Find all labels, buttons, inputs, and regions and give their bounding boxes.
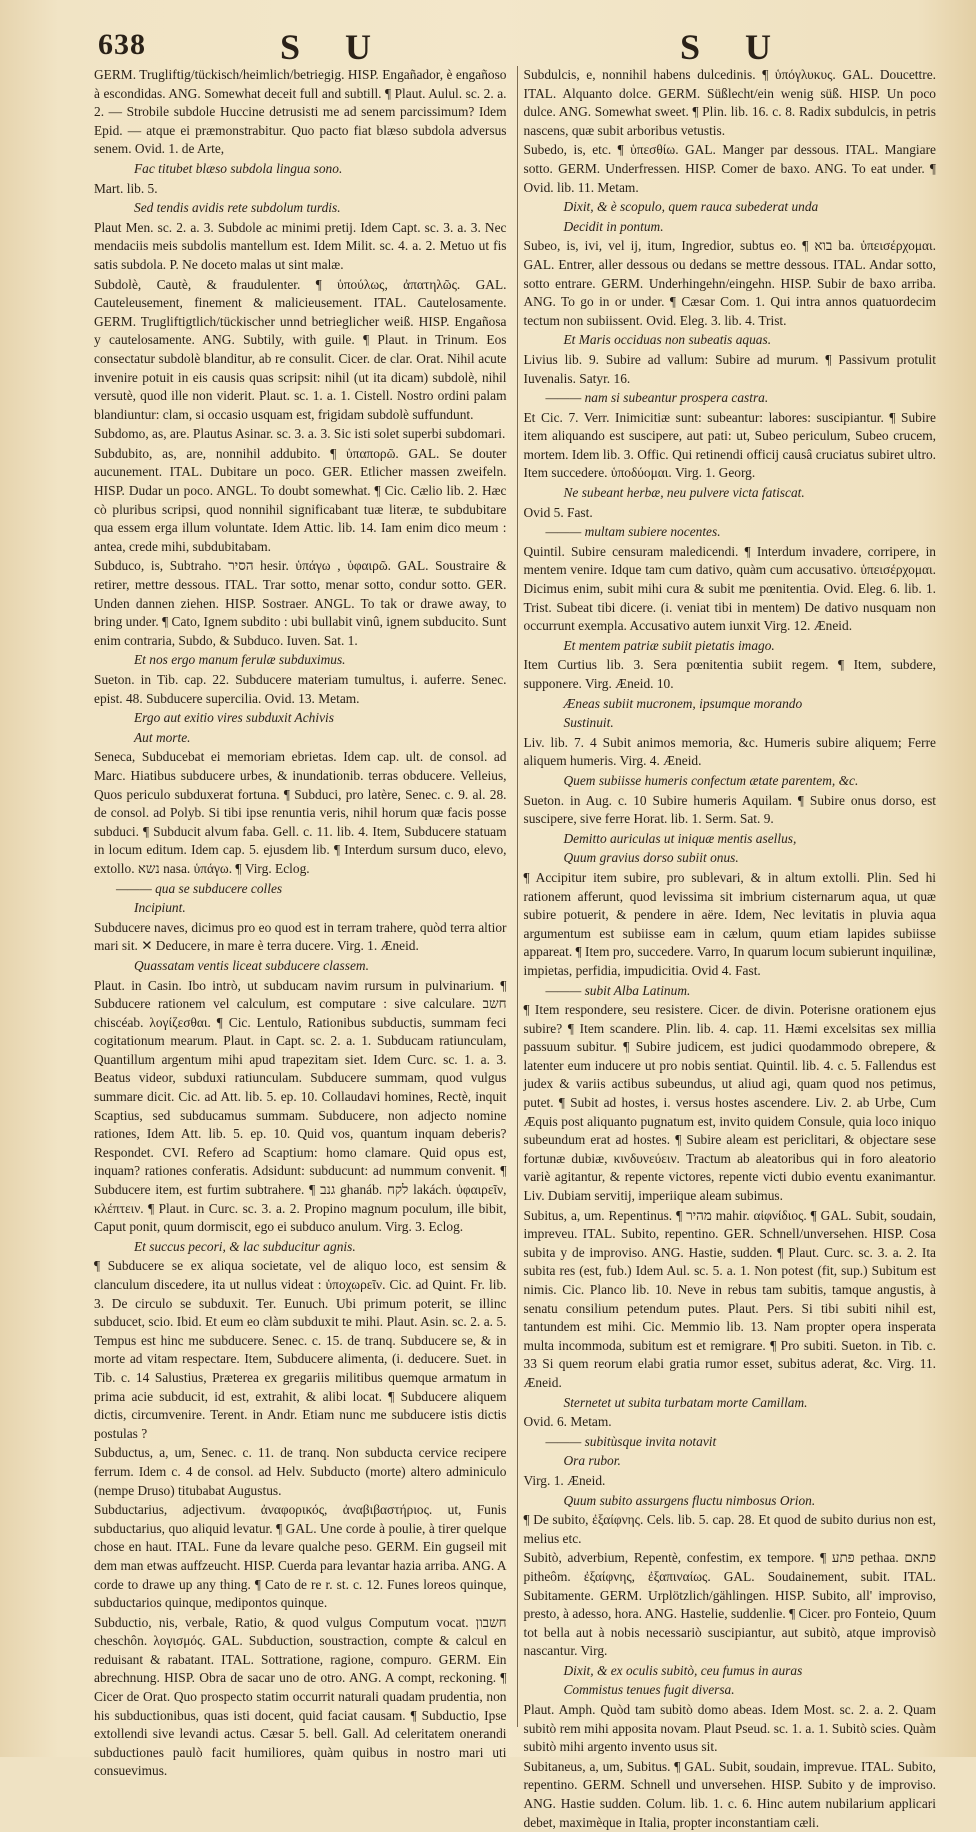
right-paragraph: Ne subeant herbæ, neu pulvere victa fatiscat. — [563, 485, 805, 501]
right-column — [517, 66, 937, 1830]
right-paragraph: ¶ De subito, ἐξαίφνης. Cels. lib. 5. cap. 28. Et quod de subito durius non est, melius etc. — [523, 1512, 936, 1546]
left-paragraph: Mart. lib. 5. — [94, 180, 158, 196]
left-paragraph: Et nos ergo manum ferulæ subduximus. — [134, 652, 346, 668]
right-paragraph: Commistus tenues fugit diversa. — [563, 1682, 735, 1698]
right-paragraph: ——— subitùsque invita notavit — [545, 1433, 717, 1449]
right-paragraph: Æneas subiit mucronem, ipsumque morando — [563, 695, 803, 711]
right-paragraph: Dixit, & è scopulo, quem rauca subederat unda — [563, 199, 819, 215]
right-paragraph: Ovid 5. Fast. — [523, 504, 593, 520]
left-paragraph: Aut morte. — [134, 729, 191, 745]
left-paragraph: GERM. Trugliftig/tückisch/heimlich/betriegig. HISP. Engañador, è engañoso à escondidas. ANG. Somewhat deceit full and subtill. ¶ Plaut. Aulul. sc. 2. a. 2. — Strobile subdole Huccine detrusisti me ad senem parcissimum? Idem Epid. — atque ei præmonstrabitur. Quo pacto fiat blæso subdola adversus senem. Ovid. 1. de Arte, — [94, 67, 507, 157]
right-paragraph: Sustinuit. — [563, 715, 614, 731]
right-paragraph: Ovid. 6. Metam. — [523, 1414, 612, 1430]
right-paragraph: Subdulcis, e, nonnihil habens dulcedinis. ¶ ὑπόγλυκυς. GAL. Doucettre. ITAL. Alquanto dolce. GERM. Süßlecht/ein wenig süß. HISP. Un poco dulce. ANG. Somewhat sweet. ¶ Plin. lib. 16. c. 8. Radix subdulcis, in petris nascens, quæ subit arboribus vetustis. — [523, 67, 936, 138]
right-paragraph: ¶ Accipitur item subire, pro sublevari, & in altum extolli. Plin. Sed hi rationem afferunt, quod levissima sit imbrium cisternarum aqua, ut quæ subire potuerit, & pendere in aëre. Idem, Nec levitatis in pluvia aqua argumentum est subiisse eam in cælum, quum etiam lapides subiisse appareat. ¶ Item pro, succedere. Varro, In quarum locum subierunt inquilinæ, impietas, perfidia, impudicitia. Ovid 4. Fast. — [523, 869, 936, 978]
left-paragraph: ¶ Subducere se ex aliqua societate, vel de aliquo loco, est sensim & clanculum discedere, ita ut nullus videat : ὑποχωρεῖν. Cic. ad Quint. Fr. lib. 3. De circulo se subduxit. Ter. Eunuch. Ubi primum poterit, se illinc subducet, scio. Ibid. Et eum eo clàm subduxit te mihi. Plaut. Asin. sc. 2. a. 5. Tempus est hinc me subducere. Senec. c. 15. de tranq. Subducere se, & in morte ad vitam respectare. Item, Subducere alimenta, (i. deducere. Suet. in Tib. c. 14 Salustius, Præterea ex gregariis militibus quemque armatum in prima acie subducit, id est, extrahit, & alibi locat. ¶ Subducere aliquem dictis, circumvenire. Terent. in Andr. Etiam nunc me subducere istis dictis postulas ? — [94, 1258, 507, 1441]
right-paragraph: Virg. 1. Æneid. — [523, 1472, 606, 1488]
left-column — [94, 66, 507, 1779]
right-paragraph: Sueton. in Aug. c. 10 Subire humeris Aquilam. ¶ Subire onus dorso, est suscipere, sive ferre Horat. lib. 1. Serm. Sat. 9. — [523, 792, 936, 827]
left-paragraph: Ergo aut exitio vires subduxit Achivis — [134, 710, 334, 726]
right-paragraph: ——— subit Alba Latinum. — [545, 982, 691, 998]
left-paragraph: Sueton. in Tib. cap. 22. Subducere materiam tumultus, i. auferre. Senec. epist. 48. Subducere supercilia. Ovid. 13. Metam. — [94, 672, 507, 706]
right-paragraph: ——— nam si subeantur prospera castra. — [545, 390, 769, 406]
right-paragraph: Plaut. Amph. Quòd tam subitò domo abeas. Idem Most. sc. 2. a. 2. Quam subitò rem mihi apposita novam. Plaut Pseud. sc. 1. a. 1. Subitò scies. Quàm subitò mihi argento invento usus sit. — [523, 1702, 936, 1755]
left-paragraph: ——— qua se subducere colles — [116, 880, 283, 896]
right-paragraph: Quum subito assurgens fluctu nimbosus Orion. — [563, 1492, 816, 1508]
right-paragraph: Et Cic. 7. Verr. Inimicitiæ sunt: subeantur: labores: suscipiantur. ¶ Subire item aliquando est suscipere, aut pati: ut, Subeo periculum, Subeo crucem, mortem. Idem lib. 3. Offic. Qui retinendi officij causâ cruciatus subiret ultro. Item succedere. ὑποδύομαι. Virg. 1. Georg. — [523, 409, 936, 481]
running-head-left: S U — [280, 27, 390, 67]
right-paragraph: ¶ Item respondere, seu resistere. Cicer. de divin. Poterisne orationem ejus subire? ¶ Item scandere. Plin. lib. 4. cap. 11. Hæmi excelsitas sex millia passuum subitur. ¶ Subire judicem, est judici quodammodo obrepere, & latenter eum inducere ut pro nobis sentiat. Quintil. lib. 4. c. 5. Fallendus est judex & variis actibus subeundus, ut aliud agi, quam quod nos petimus, putet. ¶ Subit ad hostes, i. versus hostes ascendere. Liv. 2. ab Urbe, Cum Æquis post aliquanto pugnatum est, invito quidem Consule, quia loco iniquo subeundum erat ad hostes. ¶ Subire aleam est periclitari, & objectare sese fortunæ dubiæ, κινδυνεύειν. Tractum ab aleatoribus qui in foro aleatorio variè agitantur, & repente victores, repente victi dubio eventu exanimantur. Liv. Dubiam servitij, imperiique aleam subimus. — [523, 1002, 936, 1204]
left-paragraph: Subducere naves, dicimus pro eo quod est in terram trahere, quòd terra altior mari sit. ✕ Deducere, in mare è terra ducere. Virg. 1. Æneid. — [94, 919, 507, 954]
running-head-right: S U — [680, 27, 790, 67]
right-paragraph: Sternetet ut subita turbatam morte Camillam. — [563, 1394, 808, 1410]
right-paragraph: Quum gravius dorso subiit onus. — [563, 850, 739, 866]
right-paragraph: Ora rubor. — [563, 1453, 621, 1469]
text-columns — [94, 66, 936, 1830]
right-paragraph: Quintil. Subire censuram maledicendi. ¶ Interdum invadere, corripere, in mentem venire. Idque tam cum dativo, quàm cum accusativo. ὑπεισέρχομαι. Dicimus enim, subit mihi cura & subit me pœnitentia. Ovid. Eleg. 6. lib. 1. Trist. Subeat tibi dicere. (i. veniat tibi in mentem) De dativo nusquam non occurrunt exempla. Accusativo autem iunxit Virg. 12. Æneid. — [523, 543, 936, 634]
left-paragraph: Plaut. in Casin. Ibo intrò, ut subducam navim rursum in pulvinarium. ¶ Subducere rationem vel calculum, est computare : sive calculare. חשב chiscéab. λογίζεσθαι. ¶ Cic. Lentulo, Rationibus subductis, summam feci cogitationum mearum. Plaut. in Capt. sc. 2. a. 1. Subducam ratiunculam, Quantillum argentum mihi apud trapezitam siet. Idem Curc. sc. 1. a. 3. Beatus videor, subduxi ratiunculam. Subducere summam, quod vulgus summare dicit. Cic. ad Att. lib. 5. ep. 10. Collaudavi homines, Rectè, inquit Scaptius, sed subducamus summam. Subducere, non adjecto nomine rationes, Idem Att. lib. 5. ep. 10. Quid vos, quantum inquam deberis? Respondet. CVI. Refero ad Scaptium: homo clamare. Quid opus est, inquam? rationes conferatis. Adsidunt: subducunt: ad nummum convenit. ¶ Subducere item, est furtim subtrahere. ¶ גנב ghanáb. לקח lakách. ὑφαιρεῖν, κλέπτειν. ¶ Plaut. in Curc. sc. 3. a. 2. Propino magnum poculum, ille bibit, Caput ponit, quum dormiscit, ego ei subduco anulum. Virg. 3. Eclog. — [94, 977, 507, 1235]
left-paragraph: Subductio, nis, verbale, Ratio, & quod vulgus Computum vocat. חשבון cheschôn. λογισμός. GAL. Subduction, soustraction, compte & calcul en reduisant & rabatant. ITAL. Sottratione, ragione, compuro. GERM. Ein abrechnung. HISP. Obra de sacar uno de otro. ANG. A compt, reckoning. ¶ Cicer de Orat. Quo prospecto statim occurrit naturali quadam prudentia, non his subductionibus, quas isti docent, quid faciat causam. ¶ Subductio, Ipse extollendi sive levandi actus. Cæsar 5. bell. Gall. Ad celeritatem onerandi subductiones paulò facit humiliores, quàm quibus in nostro mari uti consuevimus. — [94, 1614, 507, 1779]
right-paragraph: Dixit, & ex oculis subitò, ceu fumus in auras — [563, 1662, 803, 1678]
left-paragraph: Incipiunt. — [134, 900, 186, 916]
left-paragraph: Subductarius, adjectivum. ἀναφορικός, ἀναβιβαστήριος. ut, Funis subductarius, quo aliquid levatur. ¶ GAL. Une corde à poulie, à tirer quelque chose en haut. ITAL. Fune da levare qualche peso. GERM. Ein gugseil mit dem man etwas auffzeucht. HISP. Cuerda para levantar hazia arriba. ANG. A corde to drawe up any thing. ¶ Cato de re r. st. c. 12. Funes loreos quinque, subductarios quinque, medipontos quinque. — [94, 1502, 507, 1611]
right-paragraph: Demitto auriculas ut iniquæ mentis asellus, — [563, 830, 797, 846]
right-paragraph: Subitò, adverbium, Repentè, confestim, ex tempore. ¶ פתע pethaa. פתאם pitheôm. ἐξαίφνης, ἐξαπιναίως. GAL. Soudainement, subit. ITAL. Subitamente. GERM. Urplötzlich/gählingen. HISP. Subito, all' improviso, presto, à adesso, hora. ANG. Hastelie, suddenlie. ¶ Cicer. pro Fonteio, Quum tot bella aut à nobis necessariò suscipiantur, aut subitò, atque improvisò nascantur. Virg. — [523, 1550, 936, 1659]
left-paragraph: Sed tendis avidis rete subdolum turdis. — [134, 200, 341, 216]
right-paragraph: Subitaneus, a, um, Subitus. ¶ GAL. Subit, soudain, imprevue. ITAL. Subito, repentino. GERM. Schnell und unversehen. HISP. Subito y de improviso. ANG. Hastie sudden. Colum. lib. 1. c. 6. Hinc autem nubilarium applicari debet, maximèque in Italia, propter inconstantiam cæli. — [523, 1758, 936, 1830]
left-paragraph: Plaut Men. sc. 2. a. 3. Subdole ac minimi pretij. Idem Capt. sc. 3. a. 3. Nec mendaciis meis subdolis mantellum est. Idem Milit. sc. 4. a. 2. Metuo ut fis satis subdola. P. Ne doceto malas ut sint malæ. — [94, 219, 507, 272]
left-paragraph: Subdolè, Cautè, & fraudulenter. ¶ ὑπούλως, ἀπατηλῶς. GAL. Cauteleusement, finement & malicieusement. ITAL. Cautelosamente. GERM. Trugliftigtlich/tückischer unnd betrieglicher weiß. HISP. Engañosa y cautelosamente. ANG. Subtily, with guile. ¶ Plaut. in Trinum. Eos consectatur subdolè blanditur, ab re consulit. Cicer. de clar. Orat. Nihil acute invenire potuit in eis causis quas scripsit: nihil (ut ita dicam) subdolè, nihil versutè, quod ille non viderit. Plaut. sc. 1. a. 1. Cistell. Nostro ordini palam blandiuntur: clam, si occasio usquam est, frigidam subdolè suffundunt. — [94, 276, 507, 422]
right-paragraph: Quem subiisse humeris confectum ætate parentem, &c. — [563, 772, 859, 788]
left-paragraph: Subduco, is, Subtraho. הסיר hesir. ὑπάγω , ὑφαιρῶ. GAL. Soustraire & retirer, mettre dessous. ITAL. Trar sotto, menar sotto, condur sotto. GER. Unden dannen ziehen. HISP. Sostraer. ANGL. To tak or drawe away, to bring under. ¶ Cato, Ignem subdito : ubi bullabit vinû, ignem subducito. Sunt enim contraria, Subdo, & Subduco. Iuven. Sat. 1. — [94, 558, 507, 648]
right-paragraph: Et mentem patriæ subiit pietatis imago. — [563, 637, 775, 653]
right-paragraph: ——— multam subiere nocentes. — [545, 524, 721, 540]
left-paragraph: Subductus, a, um, Senec. c. 11. de tranq. Non subducta cervice recipere ferrum. Idem c. 4 de consol. ad Helv. Subducto (morte) altero adminiculo (nempe Druso) titubabat Augustus. — [94, 1445, 507, 1498]
left-paragraph: Quassatam ventis liceat subducere classem. — [134, 957, 369, 973]
left-paragraph: Seneca, Subducebat ei memoriam ebrietas. Idem cap. ult. de consol. ad Marc. Hiatibus subducere urbes, & inundationib. terras obducere. Velleius, Quos periculo subduxerat fortuna. ¶ Subduci, pro latère, Senec. c. 9. al. 28. de consol. ad Polyb. Si tibi ipse renuntia veris, nihil horum quæ facis posse subduci. ¶ Subducit alvum faba. Gell. c. 11. lib. 4. Item, Subducere statuam in locum editum. Idem cap. 5. ejusdem lib. ¶ Interdum sursum duco, elevo, extollo. נשא nasa. ὑπάγω. ¶ Virg. Eclog. — [94, 749, 507, 876]
right-paragraph: Subitus, a, um. Repentinus. ¶ מהיר mahir. αἰφνίδιος. ¶ GAL. Subit, soudain, impreveu. ITAL. Subito, repentino. GER. Schnell/unversehen. HISP. Cosa subita y de improviso. ANG. Hastie, sudden. ¶ Plaut. Curc. sc. 3. a. 2. Ita subita res (est, fub.) Idem Aul. sc. 5. a. 1. Non potest (fit, sup.) Subitum est nimis. Cic. Planco lib. 10. Neve in rebus tam subitis, tamque angustis, à senatu consilium petendum putes. Plaut. Pers. Si tibi subiti nihil est, tantundem est mihi. Cic. Memmio lib. 13. Nam propter opera insperata multa incommoda, subitum est et remigrare. ¶ Pro subiti. Sueton. in Tib. c. 33 Si quem reorum elabi gratia rumor esset, subitus aderat, &c. Virg. 11. Æneid. — [523, 1207, 936, 1390]
left-paragraph: Subdubito, as, are, nonnihil addubito. ¶ ὑπαπορῶ. GAL. Se douter aucunement. ITAL. Dubitare un poco. GER. Etlicher massen zweifeln. HISP. Dudar un poco. ANGL. To doubt somewhat. ¶ Cic. Cælio lib. 2. Hæc cò pluribus scripsi, quod nonnihil significabant tuæ literæ, te subdubitare qua essem erga illum voluntate. Idem Attic. lib. 14. Iam enim dico meum : antea, crede mihi, subdubitabam. — [94, 445, 507, 554]
left-paragraph: Subdomo, as, are. Plautus Asinar. sc. 3. a. 3. Sic isti solet superbi subdomari. — [94, 426, 506, 442]
right-paragraph: Item Curtius lib. 3. Sera pœnitentia subiit regem. ¶ Item, subdere, supponere. Virg. Æneid. 10. — [523, 657, 936, 691]
right-paragraph: Livius lib. 9. Subire ad vallum: Subire ad murum. ¶ Passivum protulit Iuvenalis. Satyr. 16. — [523, 351, 936, 386]
right-paragraph: Subeo, is, ivi, vel ij, itum, Ingredior, subtus eo. ¶ בוא ba. ὑπεισέρχομαι. GAL. Entrer, aller dessous ou dedans se mettre dessous. ITAL. Andar sotto, sotto entrare. GERM. Underhingehn/eingehn. HISP. Subir de baxo arriba. ANG. To go in or under. ¶ Cæsar Com. 1. Qui intra annos quatuordecim tectum non subiissent. Ovid. Eleg. 3. lib. 4. Trist. — [523, 238, 936, 328]
page-header — [88, 20, 936, 67]
right-paragraph: Subedo, is, etc. ¶ ὑπεσθίω. GAL. Manger par dessous. ITAL. Mangiare sotto. GERM. Underfressen. HISP. Comer de baxo. ANG. To eat under. ¶ Ovid. lib. 11. Metam. — [523, 142, 936, 195]
right-paragraph: Liv. lib. 7. 4 Subit animos memoria, &c. Humeris subire aliquem; Ferre aliquem humeris. Virg. 4. Æneid. — [523, 734, 936, 769]
right-paragraph: Et Maris occiduas non subeatis aquas. — [563, 332, 772, 348]
page-number: 638 — [98, 28, 146, 61]
right-paragraph: Decidit in pontum. — [563, 218, 664, 234]
left-paragraph: Fac titubet blæso subdola lingua sono. — [134, 160, 343, 176]
left-paragraph: Et succus pecori, & lac subducitur agnis. — [134, 1238, 356, 1254]
